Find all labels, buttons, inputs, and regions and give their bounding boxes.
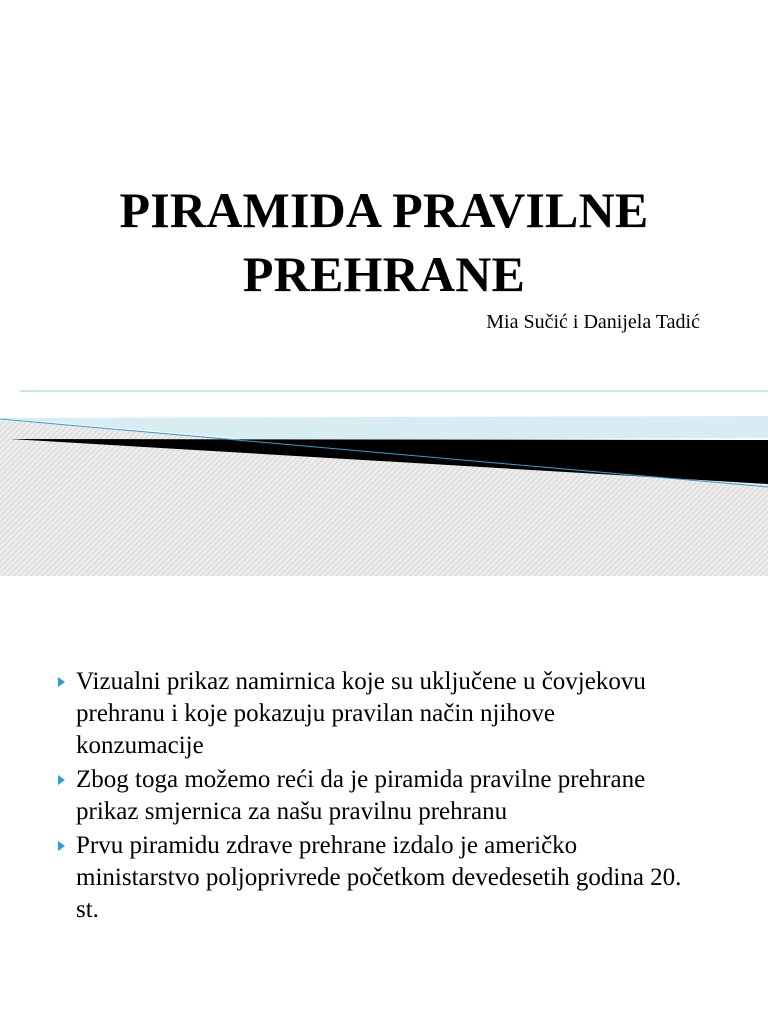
- bullet-arrow-icon: [58, 775, 65, 785]
- bullet-3-line-2: ministarstvo poljoprivrede početkom devedesetih godina 20.: [76, 864, 682, 891]
- bullet-3-line-3: st.: [76, 896, 99, 923]
- bullet-item: [52, 830, 732, 926]
- slide-subtitle-authors: Mia Sučić i Danijela Tadić: [486, 311, 700, 333]
- bullet-1-line-2: prehranu i koje pokazuju pravilan način njihove: [76, 700, 556, 727]
- bullet-2-line-1: Zbog toga možemo reći da je piramida pravilne prehrane: [76, 766, 646, 793]
- slide-title-line-1: PIRAMIDA PRAVILNE: [119, 182, 649, 238]
- bullet-1-line-1: Vizualni prikaz namirnica koje su uključene u čovjekovu: [76, 668, 646, 695]
- bullet-item: [52, 764, 732, 828]
- bullet-arrow-icon: [58, 841, 65, 851]
- bullet-1-line-3: konzumacije: [76, 732, 204, 759]
- bullet-list: [52, 666, 732, 928]
- bullet-2-line-2: prikaz smjernica za našu pravilnu prehranu: [76, 798, 508, 825]
- bullet-arrow-icon: [58, 677, 65, 687]
- bullet-item: [52, 666, 732, 762]
- slide-title-line-2: PREHRANE: [242, 246, 526, 302]
- decorative-band: [0, 380, 768, 576]
- slide-title: [60, 178, 708, 306]
- bullet-3-line-1: Prvu piramidu zdrave prehrane izdalo je američko: [76, 832, 578, 859]
- content-slide: [0, 608, 768, 1024]
